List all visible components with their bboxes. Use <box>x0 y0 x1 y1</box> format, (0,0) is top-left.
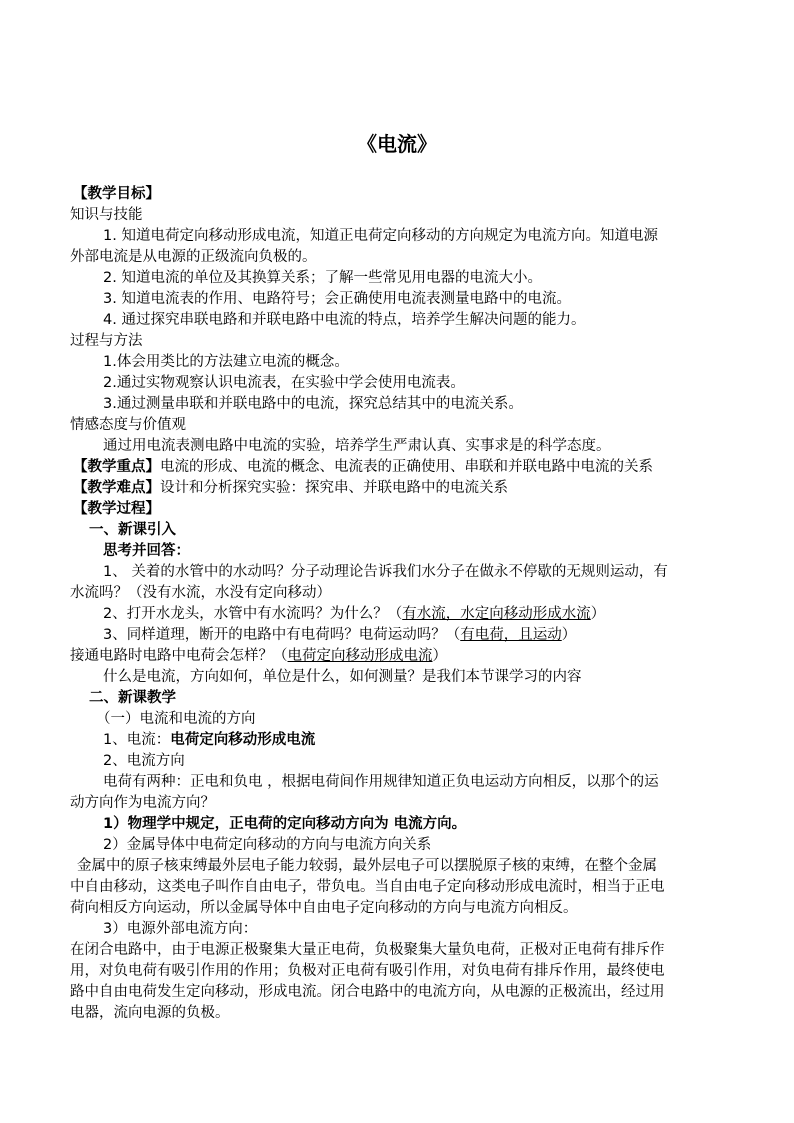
difficulty-row <box>73 478 723 499</box>
direction-rule: 1）物理学中规定，正电荷的定向移动方向为 电流方向。 <box>103 816 467 832</box>
metal-text-2: 中自由移动，这类电子叫作自由电子，带负电。当自由电子定向移动形成电流时，相当于正电 <box>70 879 665 895</box>
attitude-heading: 情感态度与价值观 <box>70 417 186 433</box>
new-lesson-heading: 二、新课教学 <box>89 690 176 706</box>
knowledge-heading: 知识与技能 <box>70 207 143 223</box>
direction-text-b: 动方向作为电流方向？ <box>70 795 215 811</box>
external-text-1: 在闭合电路中，由于电源正极聚集大量正电荷，负极聚集大量负电荷，正极对正电荷有排斥作 <box>70 942 665 958</box>
difficulty-label: 【教学难点】 <box>73 480 160 496</box>
definition-row <box>103 730 753 751</box>
process-item-1: 1.体会用类比的方法建立电流的概念。 <box>103 354 349 370</box>
external-text-4: 电器，流向电源的负极。 <box>70 1005 230 1021</box>
question-1a: 1、 关着的水管中的水动吗？分子动理论告诉我们水分子在做永不停歇的无规则运动，有 <box>103 564 668 580</box>
question-2-text: 2、打开水龙头，水管中有水流吗？为什么？（ <box>103 606 403 622</box>
knowledge-item-4: 4. 通过探究串联电路和并联电路中电流的特点，培养学生解决问题的能力。 <box>103 312 586 328</box>
external-text-3: 路中自由电荷发生定向移动，形成电流。闭合电路中的电流方向，从电源的正极流出，经过用 <box>70 984 665 1000</box>
question-3-answer: 有电荷，且运动 <box>460 627 562 643</box>
question-2-end: ） <box>590 606 606 622</box>
procedure-heading: 【教学过程】 <box>73 501 160 517</box>
question-4-text: 接通电路时电路中电荷会怎样？（ <box>70 648 288 664</box>
knowledge-item-2: 2. 知道电流的单位及其换算关系；了解一些常见用电器的电流大小。 <box>103 270 542 286</box>
process-item-2: 2.通过实物观察认识电流表，在实验中学会使用电流表。 <box>103 375 465 391</box>
question-1b: 水流吗？（没有水流，水没有定向移动） <box>70 585 331 601</box>
question-5: 什么是电流，方向如何，单位是什么，如何测量？是我们本节课学习的内容 <box>103 669 582 685</box>
key-points-label: 【教学重点】 <box>73 459 160 475</box>
process-heading: 过程与方法 <box>70 333 143 349</box>
definition-text: 电荷定向移动形成电流 <box>170 732 316 748</box>
metal-text-3: 荷向相反方向运动，所以金属导体中自由电子定向移动的方向与电流方向相反。 <box>70 900 578 916</box>
metal-heading: 2）金属导体中电荷定向移动的方向与电流方向关系 <box>103 837 432 853</box>
external-heading: 3）电源外部电流方向： <box>103 921 258 937</box>
attitude-item-1: 通过用电流表测电路中电流的实验，培养学生严肃认真、实事求是的科学态度。 <box>103 438 611 454</box>
direction-heading: 2、电流方向 <box>103 753 185 769</box>
knowledge-item-1a: 1. 知道电荷定向移动形成电流，知道正电荷定向移动的方向规定为电流方向。知道电源 <box>103 228 658 244</box>
intro-heading: 一、新课引入 <box>89 522 176 538</box>
question-2-answer: 有水流，水定向移动形成水流 <box>402 606 591 622</box>
difficulty-text: 设计和分析探究实验：探究串、并联电路中的电流关系 <box>160 480 508 496</box>
knowledge-item-1b: 外部电流是从电源的正级流向负极的。 <box>70 249 317 265</box>
question-3 <box>103 625 753 646</box>
key-points-text: 电流的形成、电流的概念、电流表的正确使用、串联和并联电路中电流的关系 <box>160 459 653 475</box>
question-4 <box>70 646 720 667</box>
key-points-row <box>73 457 723 478</box>
think-heading: 思考并回答： <box>103 543 190 559</box>
question-4-end: ） <box>432 648 447 664</box>
external-text-2: 用，对负电荷有吸引作用的作用；负极对正电荷有吸引作用，对负电荷有排斥作用，最终使电 <box>70 963 665 979</box>
process-item-3: 3.通过测量串联和并联电路中的电流，探究总结其中的电流关系。 <box>103 396 523 412</box>
direction-text-a: 电荷有两种：正电和负电 ，根据电荷间作用规律知道正负电运动方向相反，以那个的运 <box>103 774 659 790</box>
subsection-1: （一）电流和电流的方向 <box>96 711 256 727</box>
question-2 <box>103 604 753 625</box>
question-3-end: ） <box>561 627 577 643</box>
objectives-heading: 【教学目标】 <box>73 186 160 202</box>
metal-text-1: 金属中的原子核束缚最外层电子能力较弱，最外层电子可以摆脱原子核的束缚，在整个金属 <box>77 858 657 874</box>
definition-label: 1、电流： <box>103 732 171 748</box>
question-3-text: 3、同样道理，断开的电路中有电荷吗？电荷运动吗？（ <box>103 627 461 643</box>
page-title: 《电流》 <box>357 132 437 156</box>
question-4-answer: 电荷定向移动形成电流 <box>287 648 433 664</box>
knowledge-item-3: 3. 知道电流表的作用、电路符号；会正确使用电流表测量电路中的电流。 <box>103 291 571 307</box>
